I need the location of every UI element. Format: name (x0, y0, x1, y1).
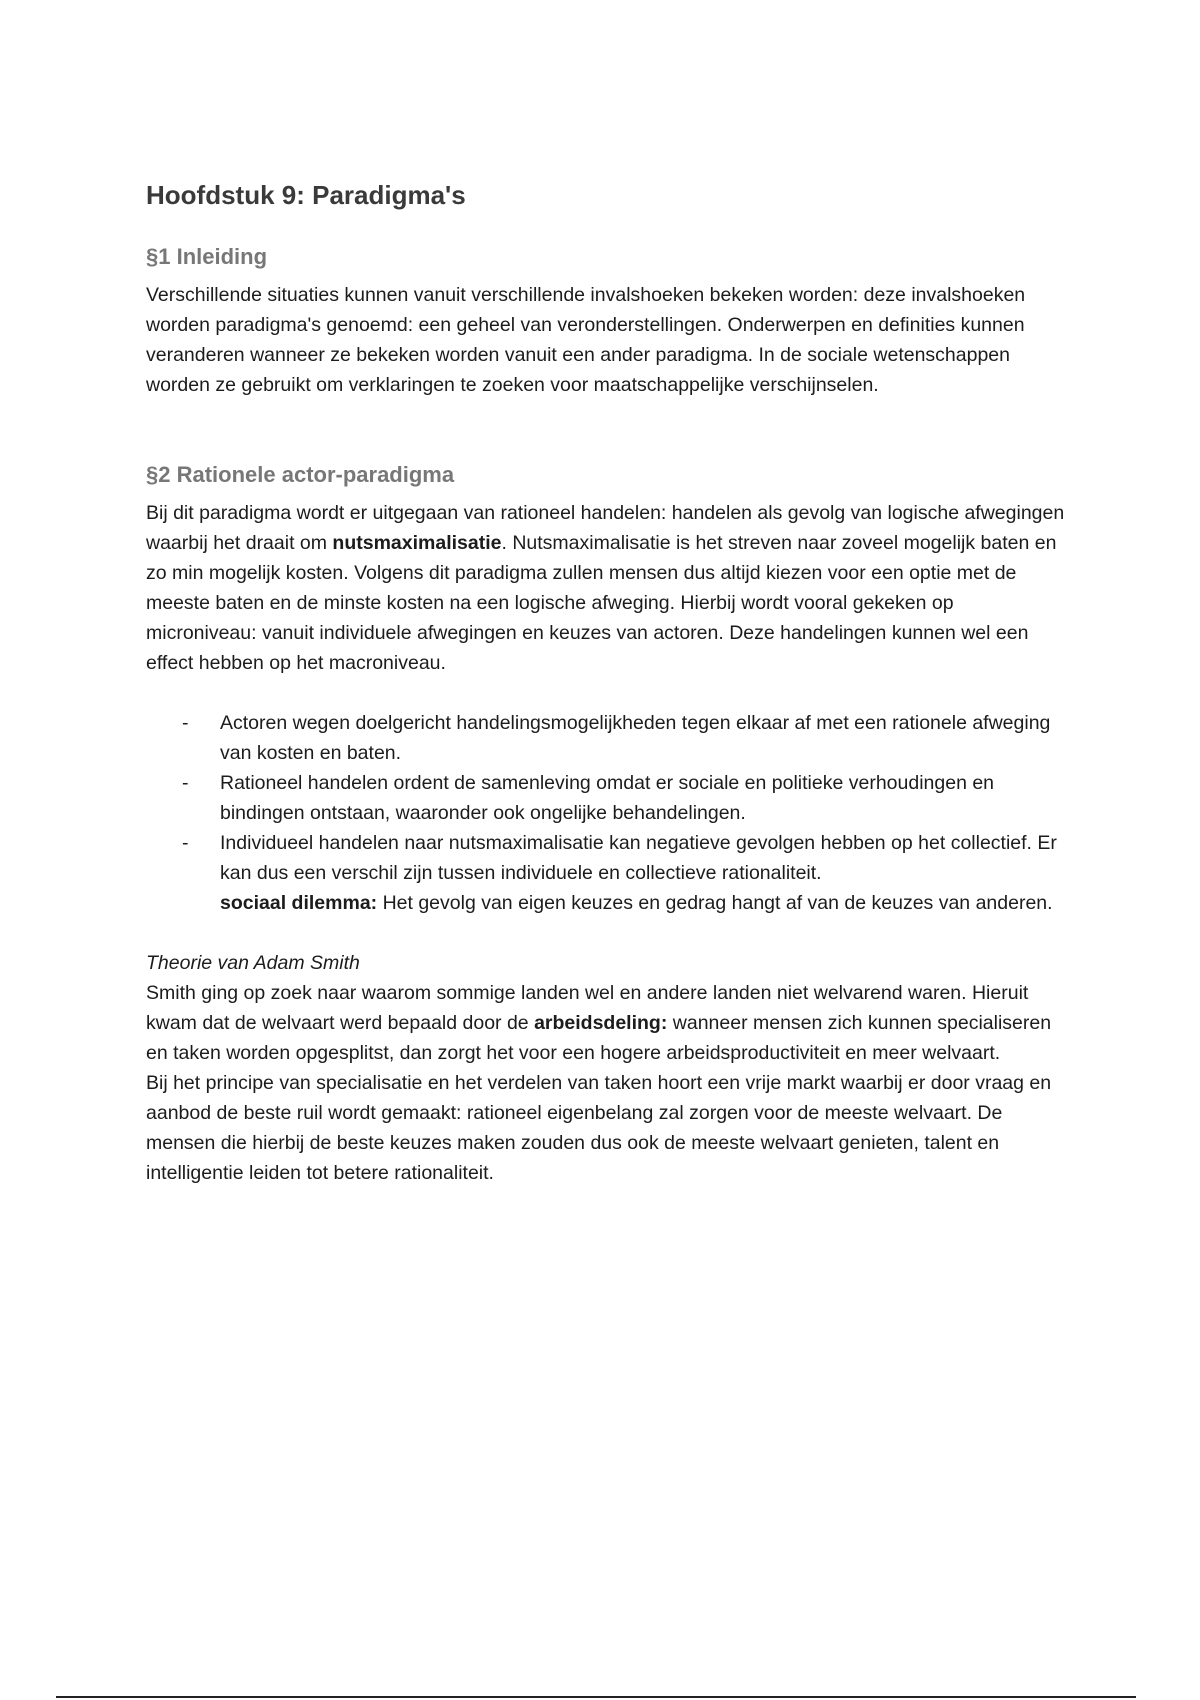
list-item (182, 768, 1066, 828)
definition-text: Het gevolg van eigen keuzes en gedrag hangt af van de keuzes van anderen. (377, 892, 1053, 914)
paragraph-rationele-actor (146, 498, 1066, 678)
spacer (146, 678, 1066, 708)
footer-divider (56, 1696, 1136, 1698)
bold-term-sociaal-dilemma: sociaal dilemma: (220, 892, 378, 914)
list-item-text: Individueel handelen naar nutsmaximalisatie kan negatieve gevolgen hebben op het collectief. Er kan dus een verschil zijn tussen individuele en collectieve rationaliteit. (220, 832, 1057, 884)
spacer (146, 918, 1066, 948)
section-heading-inleiding: §1 Inleiding (146, 244, 268, 269)
text-run: wanneer mensen zich kunnen specialiseren en taken worden opgesplitst, dan zorgt het voor een hogere arbeidsproductiviteit en meer welvaart. (146, 1012, 1052, 1064)
paragraph-smith-2: Bij het principe van specialisatie en het verdelen van taken hoort een vrije markt waarbij er door vraag en aanbod de beste ruil wordt gemaakt: rationeel eigenbelang zal zorgen voor de meeste welvaart. De mensen die hierbij de beste keuzes maken zouden dus ook de meeste welvaart genieten, talent en intelligentie leiden tot betere rationaliteit. (146, 1072, 1052, 1184)
document-page (146, 178, 1066, 1188)
list-item-text: Actoren wegen doelgericht handelingsmogelijkheden tegen elkaar af met een rationele afweging van kosten en baten. (220, 712, 1051, 764)
subheading-adam-smith: Theorie van Adam Smith (146, 952, 360, 974)
text-run: Smith ging op zoek naar waarom sommige landen wel en andere landen niet welvarend waren. Hieruit kwam dat de welvaart werd bepaald door de (146, 982, 1029, 1034)
spacer (146, 400, 1066, 460)
bold-term-nutsmaximalisatie: nutsmaximalisatie (332, 532, 502, 554)
bold-term-arbeidsdeling: arbeidsdeling: (534, 1012, 668, 1034)
paragraph-inleiding: Verschillende situaties kunnen vanuit verschillende invalshoeken bekeken worden: deze invalshoeken worden paradigma's genoemd: een geheel van veronderstellingen. Onderwerpen en definities kunnen veranderen wanneer ze bekeken worden vanuit een ander paradigma. In de sociale wetenschappen worden ze gebruikt om verklaringen te zoeken voor maatschappelijke verschijnselen. (146, 284, 1026, 396)
bullet-list (146, 708, 1066, 918)
section-heading-rationele-actor: §2 Rationele actor-paradigma (146, 462, 455, 487)
dash-marker: - (182, 832, 189, 854)
dash-marker: - (182, 712, 189, 734)
page-title: Hoofdstuk 9: Paradigma's (146, 180, 466, 210)
list-item-text: Rationeel handelen ordent de samenleving omdat er sociale en politieke verhoudingen en bindingen ontstaan, waaronder ook ongelijke behandelingen. (220, 772, 995, 824)
text-run: Bij dit paradigma wordt er uitgegaan van rationeel handelen: handelen als gevolg van logische afwegingen waarbij het draait om (146, 502, 1065, 554)
list-item (182, 828, 1066, 918)
paragraph-smith-1 (146, 978, 1066, 1068)
text-run: . Nutsmaximalisatie is het streven naar zoveel mogelijk baten en zo min mogelijk kosten. Volgens dit paradigma zullen mensen dus altijd kiezen voor een optie met de meeste baten en de minste kosten na een logische afweging. Hierbij wordt vooral gekeken op microniveau: vanuit individuele afwegingen en keuzes van actoren. Deze handelingen kunnen wel een effect hebben op het macroniveau. (146, 532, 1057, 674)
dash-marker: - (182, 772, 189, 794)
list-item (182, 708, 1066, 768)
